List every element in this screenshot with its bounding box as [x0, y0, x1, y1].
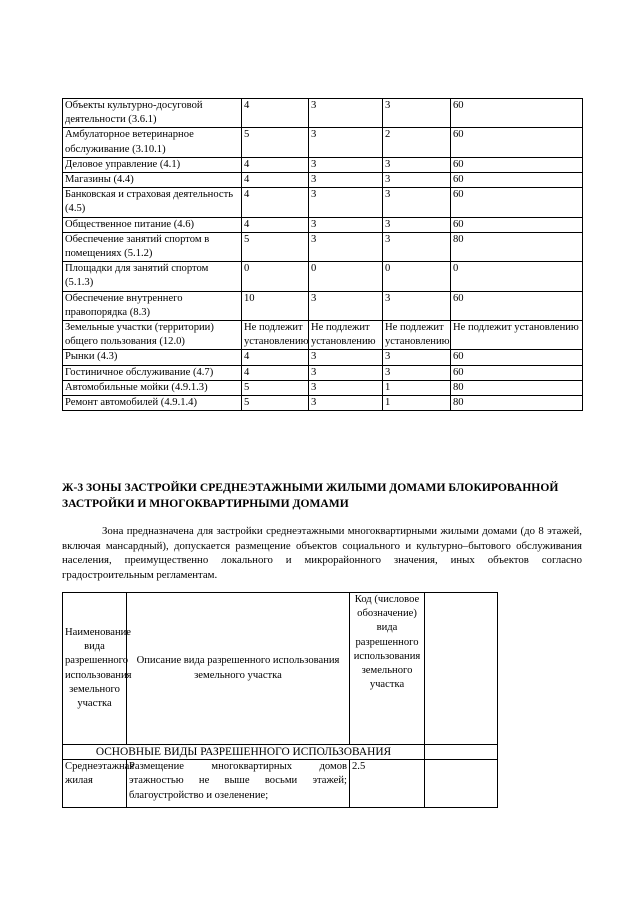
value-cell-c1: 5 [242, 232, 309, 261]
value-cell-c3: 3 [383, 173, 451, 188]
value-cell-c2: 3 [309, 291, 383, 320]
value-cell-c3: 3 [383, 291, 451, 320]
zone-description: Зона предназначена для застройки среднеэтажными многоквартирными жилыми домами (до 8 этажей, включая мансардный), допускается размещение объектов социального и культурно–бытового обслуживания населения, преимущественно локального и микрорайонного значения, иных объектов согласно градостроительным регламентам. [62, 525, 582, 581]
table-row [63, 396, 583, 411]
col-code-header: Код (числовое обозначение) вида разрешенного использования земельного участка [350, 593, 425, 745]
table-row [63, 321, 583, 350]
value-cell-c1: 4 [242, 350, 309, 365]
value-cell-c3: 3 [383, 99, 451, 128]
section-title: ОСНОВНЫЕ ВИДЫ РАЗРЕШЕННОГО ИСПОЛЬЗОВАНИЯ [63, 745, 425, 760]
value-cell-c1: 4 [242, 99, 309, 128]
value-cell-c4: 80 [451, 232, 583, 261]
use-name-cell: Объекты культурно-досуговой деятельности (3.6.1) [63, 99, 242, 128]
use-name-cell: Гостиничное обслуживание (4.7) [63, 365, 242, 380]
value-cell-c2: Не подлежит установлению [309, 321, 383, 350]
use-name-cell: Земельные участки (территории) общего пользования (12.0) [63, 321, 242, 350]
value-cell-c4: 60 [451, 217, 583, 232]
use-name-cell: Общественное питание (4.6) [63, 217, 242, 232]
value-cell-c4: Не подлежит установлению [451, 321, 583, 350]
value-cell-c3: 1 [383, 396, 451, 411]
use-name-cell: Банковская и страховая деятельность (4.5) [63, 188, 242, 217]
value-cell-c4: 60 [451, 128, 583, 157]
use-name-cell: Деловое управление (4.1) [63, 157, 242, 172]
value-cell-c2: 3 [309, 173, 383, 188]
value-cell-c4: 80 [451, 380, 583, 395]
value-cell-c1: 4 [242, 217, 309, 232]
table-row [63, 350, 583, 365]
use-name-cell: Среднеэтажная жилая [63, 760, 127, 808]
table-row [63, 291, 583, 320]
value-cell-c4: 60 [451, 173, 583, 188]
col-empty-header [425, 593, 498, 745]
use-description-cell: Размещение многоквартирных домов этажностью не выше восьми этажей; благоустройство и озеленение; [127, 760, 350, 808]
table-row [63, 128, 583, 157]
value-cell-c3: 3 [383, 232, 451, 261]
value-cell-c2: 0 [309, 262, 383, 291]
use-code-cell: 2.5 [350, 760, 425, 808]
value-cell-c2: 3 [309, 350, 383, 365]
value-cell-c3: 3 [383, 188, 451, 217]
value-cell-c4: 80 [451, 396, 583, 411]
value-cell-c3: 2 [383, 128, 451, 157]
use-empty-cell [425, 760, 498, 808]
table-row [63, 99, 583, 128]
table-row [63, 365, 583, 380]
use-name-cell: Рынки (4.3) [63, 350, 242, 365]
value-cell-c2: 3 [309, 380, 383, 395]
value-cell-c4: 60 [451, 350, 583, 365]
value-cell-c4: 60 [451, 188, 583, 217]
value-cell-c1: 5 [242, 128, 309, 157]
value-cell-c2: 3 [309, 365, 383, 380]
section-empty-cell [425, 745, 498, 760]
table-row [63, 188, 583, 217]
value-cell-c1: 4 [242, 365, 309, 380]
table-row [63, 760, 498, 808]
value-cell-c4: 60 [451, 99, 583, 128]
usage-parameters-table [62, 98, 583, 411]
value-cell-c4: 60 [451, 365, 583, 380]
section-row [63, 745, 498, 760]
value-cell-c2: 3 [309, 188, 383, 217]
value-cell-c1: 5 [242, 380, 309, 395]
use-name-cell: Автомобильные мойки (4.9.1.3) [63, 380, 242, 395]
use-name-cell: Обеспечение внутреннего правопорядка (8.3) [63, 291, 242, 320]
use-name-cell: Амбулаторное ветеринарное обслуживание (3.10.1) [63, 128, 242, 157]
value-cell-c3: Не подлежит установлению [383, 321, 451, 350]
value-cell-c1: Не подлежит установлению [242, 321, 309, 350]
value-cell-c3: 1 [383, 380, 451, 395]
table-row [63, 380, 583, 395]
value-cell-c3: 3 [383, 157, 451, 172]
table-row [63, 157, 583, 172]
value-cell-c4: 60 [451, 157, 583, 172]
use-name-cell: Ремонт автомобилей (4.9.1.4) [63, 396, 242, 411]
value-cell-c1: 4 [242, 173, 309, 188]
value-cell-c3: 3 [383, 365, 451, 380]
use-name-cell: Обеспечение занятий спортом в помещениях (5.1.2) [63, 232, 242, 261]
value-cell-c2: 3 [309, 396, 383, 411]
value-cell-c1: 4 [242, 157, 309, 172]
value-cell-c2: 3 [309, 232, 383, 261]
col-name-header: Наименование вида разрешенного использования земельного участка [63, 593, 127, 745]
value-cell-c2: 3 [309, 128, 383, 157]
value-cell-c1: 10 [242, 291, 309, 320]
table-row [63, 173, 583, 188]
use-name-cell: Магазины (4.4) [63, 173, 242, 188]
value-cell-c1: 4 [242, 188, 309, 217]
table-row [63, 262, 583, 291]
table-row [63, 232, 583, 261]
permitted-use-table [62, 592, 498, 808]
value-cell-c3: 0 [383, 262, 451, 291]
table-row [63, 217, 583, 232]
value-cell-c2: 3 [309, 99, 383, 128]
use-name-cell: Площадки для занятий спортом (5.1.3) [63, 262, 242, 291]
value-cell-c1: 0 [242, 262, 309, 291]
value-cell-c3: 3 [383, 217, 451, 232]
zone-heading: Ж-3 ЗОНЫ ЗАСТРОЙКИ СРЕДНЕЭТАЖНЫМИ ЖИЛЫМИ ДОМАМИ БЛОКИРОВАННОЙ ЗАСТРОЙКИ И МНОГОКВАРТИРНЫМИ ДОМАМИ [62, 481, 559, 510]
value-cell-c2: 3 [309, 217, 383, 232]
value-cell-c3: 3 [383, 350, 451, 365]
col-description-header: Описание вида разрешенного использования земельного участка [127, 593, 350, 745]
value-cell-c1: 5 [242, 396, 309, 411]
value-cell-c2: 3 [309, 157, 383, 172]
value-cell-c4: 60 [451, 291, 583, 320]
value-cell-c4: 0 [451, 262, 583, 291]
table-header-row [63, 593, 498, 745]
